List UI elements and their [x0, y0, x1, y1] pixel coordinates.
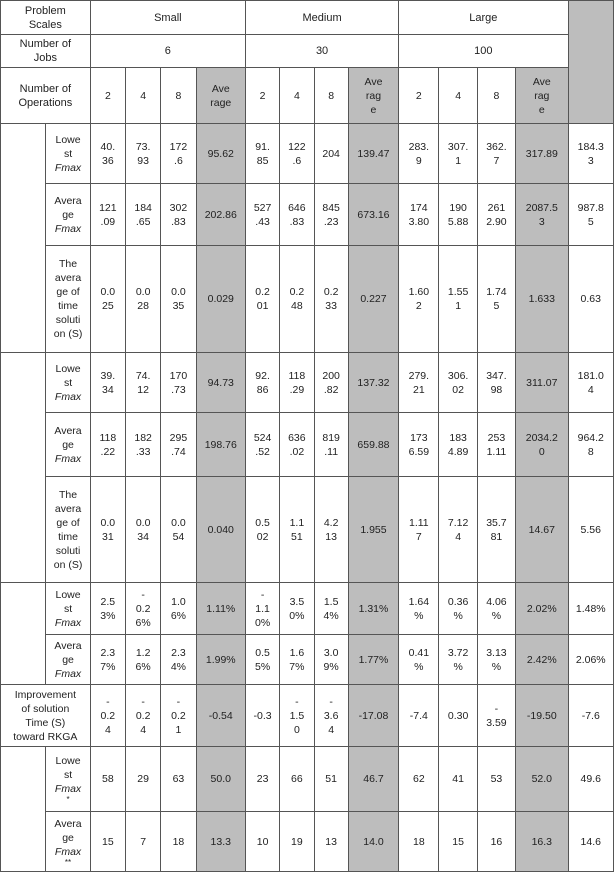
table-cell: 10 — [245, 812, 279, 872]
table-cell: 46.7 — [348, 747, 398, 812]
table-cell: - 0.2 4 — [90, 685, 125, 747]
table-cell: 14.67 — [516, 477, 568, 583]
table-cell: 1.31% — [348, 583, 398, 635]
table-cell: 74. 12 — [126, 353, 161, 413]
jobs-row — [1, 35, 614, 68]
table-cell: 35.7 81 — [477, 477, 515, 583]
table-cell: 58 — [90, 747, 125, 812]
row-label-footnote-mark: ** — [64, 857, 72, 867]
table-cell: -7.6 — [568, 685, 613, 747]
table-cell: 4.06 % — [477, 583, 515, 635]
table-cell: 1.11% — [196, 583, 245, 635]
table-cell: 295 .74 — [161, 413, 196, 477]
operations-header-cell: 2 — [399, 68, 439, 124]
table-cell: 183 4.89 — [439, 413, 477, 477]
table-cell: 964.2 8 — [568, 413, 613, 477]
table-cell: 2087.5 3 — [516, 184, 568, 246]
table-cell: 2.42% — [516, 635, 568, 685]
row-label-metric: Fmax — [54, 390, 82, 403]
operations-header-cell: 2 — [245, 68, 279, 124]
table-cell: 0.30 — [439, 685, 477, 747]
table-cell: 646 .83 — [280, 184, 314, 246]
table-cell: 15 — [439, 812, 477, 872]
row-label — [46, 635, 90, 685]
improvement-label: Improvement of solution Time (S) toward RKGA — [1, 685, 91, 747]
table-cell: 73. 93 — [126, 124, 161, 184]
table-cell: 311.07 — [516, 353, 568, 413]
table-cell: 0.0 28 — [126, 246, 161, 353]
row-group-cell — [1, 583, 46, 685]
table-cell: 0.2 01 — [245, 246, 279, 353]
table-cell: 174 3.80 — [399, 184, 439, 246]
table-cell: 636 .02 — [280, 413, 314, 477]
table-cell: 2.02% — [516, 583, 568, 635]
table-cell: 0.41 % — [399, 635, 439, 685]
operations-header-cell: Ave rage — [196, 68, 245, 124]
table-cell: 121 .09 — [90, 184, 125, 246]
row-label — [46, 184, 90, 246]
overall-header-cell — [568, 1, 613, 124]
table-cell: 0.0 25 — [90, 246, 125, 353]
table-cell: 0.2 48 — [280, 246, 314, 353]
table-cell: 91. 85 — [245, 124, 279, 184]
table-cell: 184.3 3 — [568, 124, 613, 184]
row-label-text: The avera ge of time soluti on (S) — [53, 258, 83, 340]
table-cell: 173 6.59 — [399, 413, 439, 477]
table-cell: 3.5 0% — [280, 583, 314, 635]
table-cell: - 3.6 4 — [314, 685, 348, 747]
row-label-text: Lowe st — [55, 755, 81, 781]
table-cell: 1.74 5 — [477, 246, 515, 353]
table-cell: 1.11 7 — [399, 477, 439, 583]
table-cell: 1.1 51 — [280, 477, 314, 583]
table-cell: 52.0 — [516, 747, 568, 812]
table-cell: - 1.5 0 — [280, 685, 314, 747]
row-label-metric: Fmax — [54, 667, 82, 680]
table-cell: 306. 02 — [439, 353, 477, 413]
table-cell: 659.88 — [348, 413, 398, 477]
table-cell: 347. 98 — [477, 353, 515, 413]
table-cell: 0.5 02 — [245, 477, 279, 583]
table-cell: 7 — [126, 812, 161, 872]
row-label — [46, 124, 90, 184]
row-label — [46, 246, 90, 353]
scales-row — [1, 1, 614, 35]
table-cell: 13.3 — [196, 812, 245, 872]
operations-header-cell: 8 — [161, 68, 196, 124]
table-cell: 0.0 35 — [161, 246, 196, 353]
improvement-row — [1, 685, 614, 747]
row-label-text: Avera ge — [54, 424, 82, 451]
table-cell: 527 .43 — [245, 184, 279, 246]
table-cell: 362. 7 — [477, 124, 515, 184]
operations-header-cell: 8 — [477, 68, 515, 124]
table-cell: 1.0 6% — [161, 583, 196, 635]
table-cell: 118 .29 — [280, 353, 314, 413]
row-group-cell — [1, 353, 46, 583]
table-cell: 307. 1 — [439, 124, 477, 184]
scale-large: Large — [399, 1, 568, 35]
table-cell: 39. 34 — [90, 353, 125, 413]
operations-header-cell: 4 — [126, 68, 161, 124]
row-label-text: Lowe st — [55, 588, 81, 615]
row-label-metric: Fmax — [54, 616, 82, 629]
operations-header-cell: Ave rag e — [348, 68, 398, 124]
table-cell: 987.8 5 — [568, 184, 613, 246]
row-label-text: Avera ge — [54, 194, 82, 221]
table-cell: 50.0 — [196, 747, 245, 812]
jobs-medium: 30 — [245, 35, 398, 68]
table-cell: 182 .33 — [126, 413, 161, 477]
table-cell: 3.0 9% — [314, 635, 348, 685]
table-cell: 198.76 — [196, 413, 245, 477]
table-cell: 190 5.88 — [439, 184, 477, 246]
table-cell: 283. 9 — [399, 124, 439, 184]
table-row — [1, 184, 614, 246]
table-cell: 0.0 54 — [161, 477, 196, 583]
row-label-text: Avera ge — [54, 639, 82, 666]
table-cell: 51 — [314, 747, 348, 812]
table-cell: -19.50 — [516, 685, 568, 747]
table-cell: 2.5 3% — [90, 583, 125, 635]
scale-medium: Medium — [245, 1, 398, 35]
table-cell: 0.227 — [348, 246, 398, 353]
row-label-metric: Fmax — [54, 222, 82, 235]
table-cell: 1.48% — [568, 583, 613, 635]
table-cell: 18 — [399, 812, 439, 872]
table-cell: 118 .22 — [90, 413, 125, 477]
table-cell: 15 — [90, 812, 125, 872]
table-cell: 0.5 5% — [245, 635, 279, 685]
operations-header-cell: 4 — [439, 68, 477, 124]
row-label — [46, 747, 90, 812]
table-cell: 1.77% — [348, 635, 398, 685]
table-row — [1, 353, 614, 413]
row-label-text: The avera ge of time soluti on (S) — [53, 488, 83, 571]
table-cell: 204 — [314, 124, 348, 184]
table-row — [1, 246, 614, 353]
table-cell: 261 2.90 — [477, 184, 515, 246]
table-row — [1, 583, 614, 635]
table-cell: 2034.2 0 — [516, 413, 568, 477]
table-cell: 1.2 6% — [126, 635, 161, 685]
table-cell: 1.633 — [516, 246, 568, 353]
row-label-text: Avera ge — [54, 817, 82, 844]
table-cell: 5.56 — [568, 477, 613, 583]
table-cell: -7.4 — [399, 685, 439, 747]
num-ops-label: Number of Operations — [1, 68, 91, 124]
table-cell: -0.54 — [196, 685, 245, 747]
table-cell: - 0.2 6% — [126, 583, 161, 635]
table-cell: 0.0 34 — [126, 477, 161, 583]
table-cell: 317.89 — [516, 124, 568, 184]
table-cell: 62 — [399, 747, 439, 812]
table-cell: 202.86 — [196, 184, 245, 246]
table-cell: 122 .6 — [280, 124, 314, 184]
table-cell: 63 — [161, 747, 196, 812]
operations-header-cell: 2 — [90, 68, 125, 124]
table-cell: 819 .11 — [314, 413, 348, 477]
row-label-footnote-mark: * — [66, 795, 70, 804]
table-cell: 181.0 4 — [568, 353, 613, 413]
table-cell: 95.62 — [196, 124, 245, 184]
operations-row — [1, 68, 614, 124]
table-cell: 49.6 — [568, 747, 613, 812]
table-row — [1, 812, 614, 872]
table-cell: 1.99% — [196, 635, 245, 685]
table-cell: 92. 86 — [245, 353, 279, 413]
table-cell: 19 — [280, 812, 314, 872]
row-label-metric: Fmax — [54, 783, 82, 795]
problem-scales-label: Problem Scales — [1, 1, 91, 35]
table-cell: 4.2 13 — [314, 477, 348, 583]
table-cell: 2.06% — [568, 635, 613, 685]
table-cell: 0.029 — [196, 246, 245, 353]
row-label-text: Lowe st — [55, 133, 81, 160]
table-cell: 66 — [280, 747, 314, 812]
table-cell: 7.12 4 — [439, 477, 477, 583]
table-cell: 1.64 % — [399, 583, 439, 635]
table-cell: 2.3 4% — [161, 635, 196, 685]
table-cell: 673.16 — [348, 184, 398, 246]
table-cell: 524 .52 — [245, 413, 279, 477]
table-cell: 3.72 % — [439, 635, 477, 685]
row-group-cell — [1, 747, 46, 872]
table-cell: 16.3 — [516, 812, 568, 872]
table-cell: 40. 36 — [90, 124, 125, 184]
table-cell: 184 .65 — [126, 184, 161, 246]
row-label — [46, 477, 90, 583]
row-label — [46, 812, 90, 872]
table-cell: 0.040 — [196, 477, 245, 583]
table-row — [1, 124, 614, 184]
table-cell: -17.08 — [348, 685, 398, 747]
jobs-large: 100 — [399, 35, 568, 68]
table-cell: 41 — [439, 747, 477, 812]
table-cell: 2.3 7% — [90, 635, 125, 685]
scale-small: Small — [90, 1, 245, 35]
table-cell: 1.60 2 — [399, 246, 439, 353]
operations-header-cell: Ave rag e — [516, 68, 568, 124]
table-cell: - 1.1 0% — [245, 583, 279, 635]
row-label — [46, 583, 90, 635]
row-label-metric: Fmax — [54, 452, 82, 465]
table-cell: 279. 21 — [399, 353, 439, 413]
table-cell: 137.32 — [348, 353, 398, 413]
table-cell: 1.6 7% — [280, 635, 314, 685]
table-cell: - 0.2 4 — [126, 685, 161, 747]
table-cell: 13 — [314, 812, 348, 872]
table-cell: 845 .23 — [314, 184, 348, 246]
table-cell: 29 — [126, 747, 161, 812]
table-cell: 1.55 1 — [439, 246, 477, 353]
jobs-small: 6 — [90, 35, 245, 68]
table-cell: 0.63 — [568, 246, 613, 353]
table-cell: 53 — [477, 747, 515, 812]
table-cell: 3.13 % — [477, 635, 515, 685]
table-cell: 1.955 — [348, 477, 398, 583]
operations-header-cell: 4 — [280, 68, 314, 124]
table-row — [1, 747, 614, 812]
table-cell: - 3.59 — [477, 685, 515, 747]
table-cell: 200 .82 — [314, 353, 348, 413]
row-label-metric: Fmax — [54, 845, 82, 858]
table-row — [1, 413, 614, 477]
operations-header-cell: 8 — [314, 68, 348, 124]
table-cell: 0.0 31 — [90, 477, 125, 583]
table-cell: 23 — [245, 747, 279, 812]
table-cell: 172 .6 — [161, 124, 196, 184]
row-label-text: Lowe st — [55, 362, 81, 389]
row-label — [46, 413, 90, 477]
table-cell: 18 — [161, 812, 196, 872]
table-cell: 94.73 — [196, 353, 245, 413]
table-cell: 14.0 — [348, 812, 398, 872]
table-cell: 253 1.11 — [477, 413, 515, 477]
table-cell: - 0.2 1 — [161, 685, 196, 747]
table-cell: 170 .73 — [161, 353, 196, 413]
row-label-metric: Fmax — [54, 161, 82, 174]
table-cell: 139.47 — [348, 124, 398, 184]
table-row — [1, 477, 614, 583]
num-jobs-label: Number of Jobs — [1, 35, 91, 68]
table-cell: -0.3 — [245, 685, 279, 747]
table-cell: 1.5 4% — [314, 583, 348, 635]
row-label — [46, 353, 90, 413]
table-cell: 16 — [477, 812, 515, 872]
table-cell: 0.36 % — [439, 583, 477, 635]
table-cell: 14.6 — [568, 812, 613, 872]
table-cell: 302 .83 — [161, 184, 196, 246]
table-cell: 0.2 33 — [314, 246, 348, 353]
table-row — [1, 635, 614, 685]
row-group-cell — [1, 124, 46, 353]
